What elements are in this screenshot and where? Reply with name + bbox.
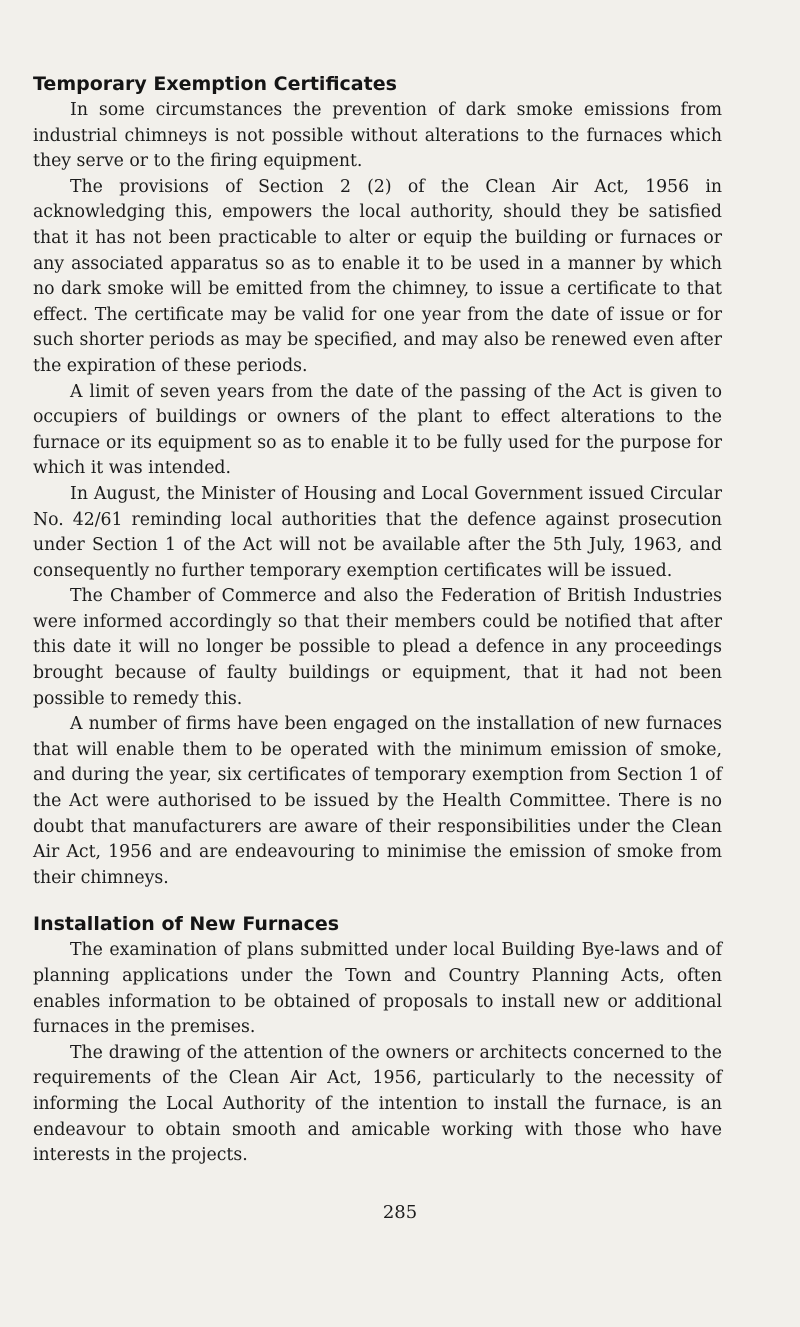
page-number: 285 (382, 1202, 418, 1223)
paragraph: The examination of plans submitted under local Building Bye-laws and of planning applications under the Town and Country Planning Acts, often enables information to be obtained of proposals to install new or additional furnaces in the premises. (33, 940, 722, 1038)
paragraph: In August, the Minister of Housing and Local Government issued Circular No. 42/61 reminding local authorities that the defence against prosecution under Section 1 of the Act will not be available after the 5th July, 1963, and consequently no further temporary exemption certificates will be issued. (33, 483, 722, 581)
paragraph: In some circumstances the prevention of dark smoke emissions from industrial chimneys is not possible without alterations to the furnaces which they serve or to the firing equipment. (33, 100, 722, 172)
paragraph: The drawing of the attention of the owners or architects concerned to the requirements of the Clean Air Act, 1956, particularly to the necessity of informing the Local Authority of the intention to install the furnace, is an endeavour to obtain smooth and amicable working with those who have interests in the projects. (33, 1042, 722, 1166)
paragraph: A limit of seven years from the date of the passing of the Act is given to occupiers of buildings or owners of the plant to effect alterations to the furnace or its equipment so as to enable it to be fully used for the purpose for which it was intended. (33, 381, 722, 479)
paragraph: The Chamber of Commerce and also the Federation of British Industries were informed accordingly so that their members could be notified that after this date it will no longer be possible to plead a defence in any proceedings brought because of faulty buildings or equipment, that it had not been possible to remedy this. (33, 586, 722, 709)
section-heading-temporary-exemption: Temporary Exemption Certificates (33, 73, 397, 95)
section-heading-installation-new-furnaces: Installation of New Furnaces (33, 913, 340, 936)
paragraph: A number of firms have been engaged on the installation of new furnaces that will enable them to be operated with the minimum emission of smoke, and during the year, six certificates of temporary exemption from Section 1 of the Act were authorised to be issued by the Health Committee. There is no doubt that manufacturers are aware of their responsibilities under the Clean Air Act, 1956 and are endeavouring to minimise the emission of smoke from their chimneys. (33, 714, 722, 888)
paragraph: The provisions of Section 2 (2) of the Clean Air Act, 1956 in acknowledging this, empowers the local authority, should they be satisfied that it has not been practicable to alter or equip the building or furnaces or any associated apparatus so as to enable it to be used in a manner by which no dark smoke will be emitted from the chimney, to issue a certificate to that effect. The certificate may be valid for one year from the date of issue or for such shorter periods as may be specified, and may also be renewed even after the expiration of these periods. (33, 176, 722, 376)
